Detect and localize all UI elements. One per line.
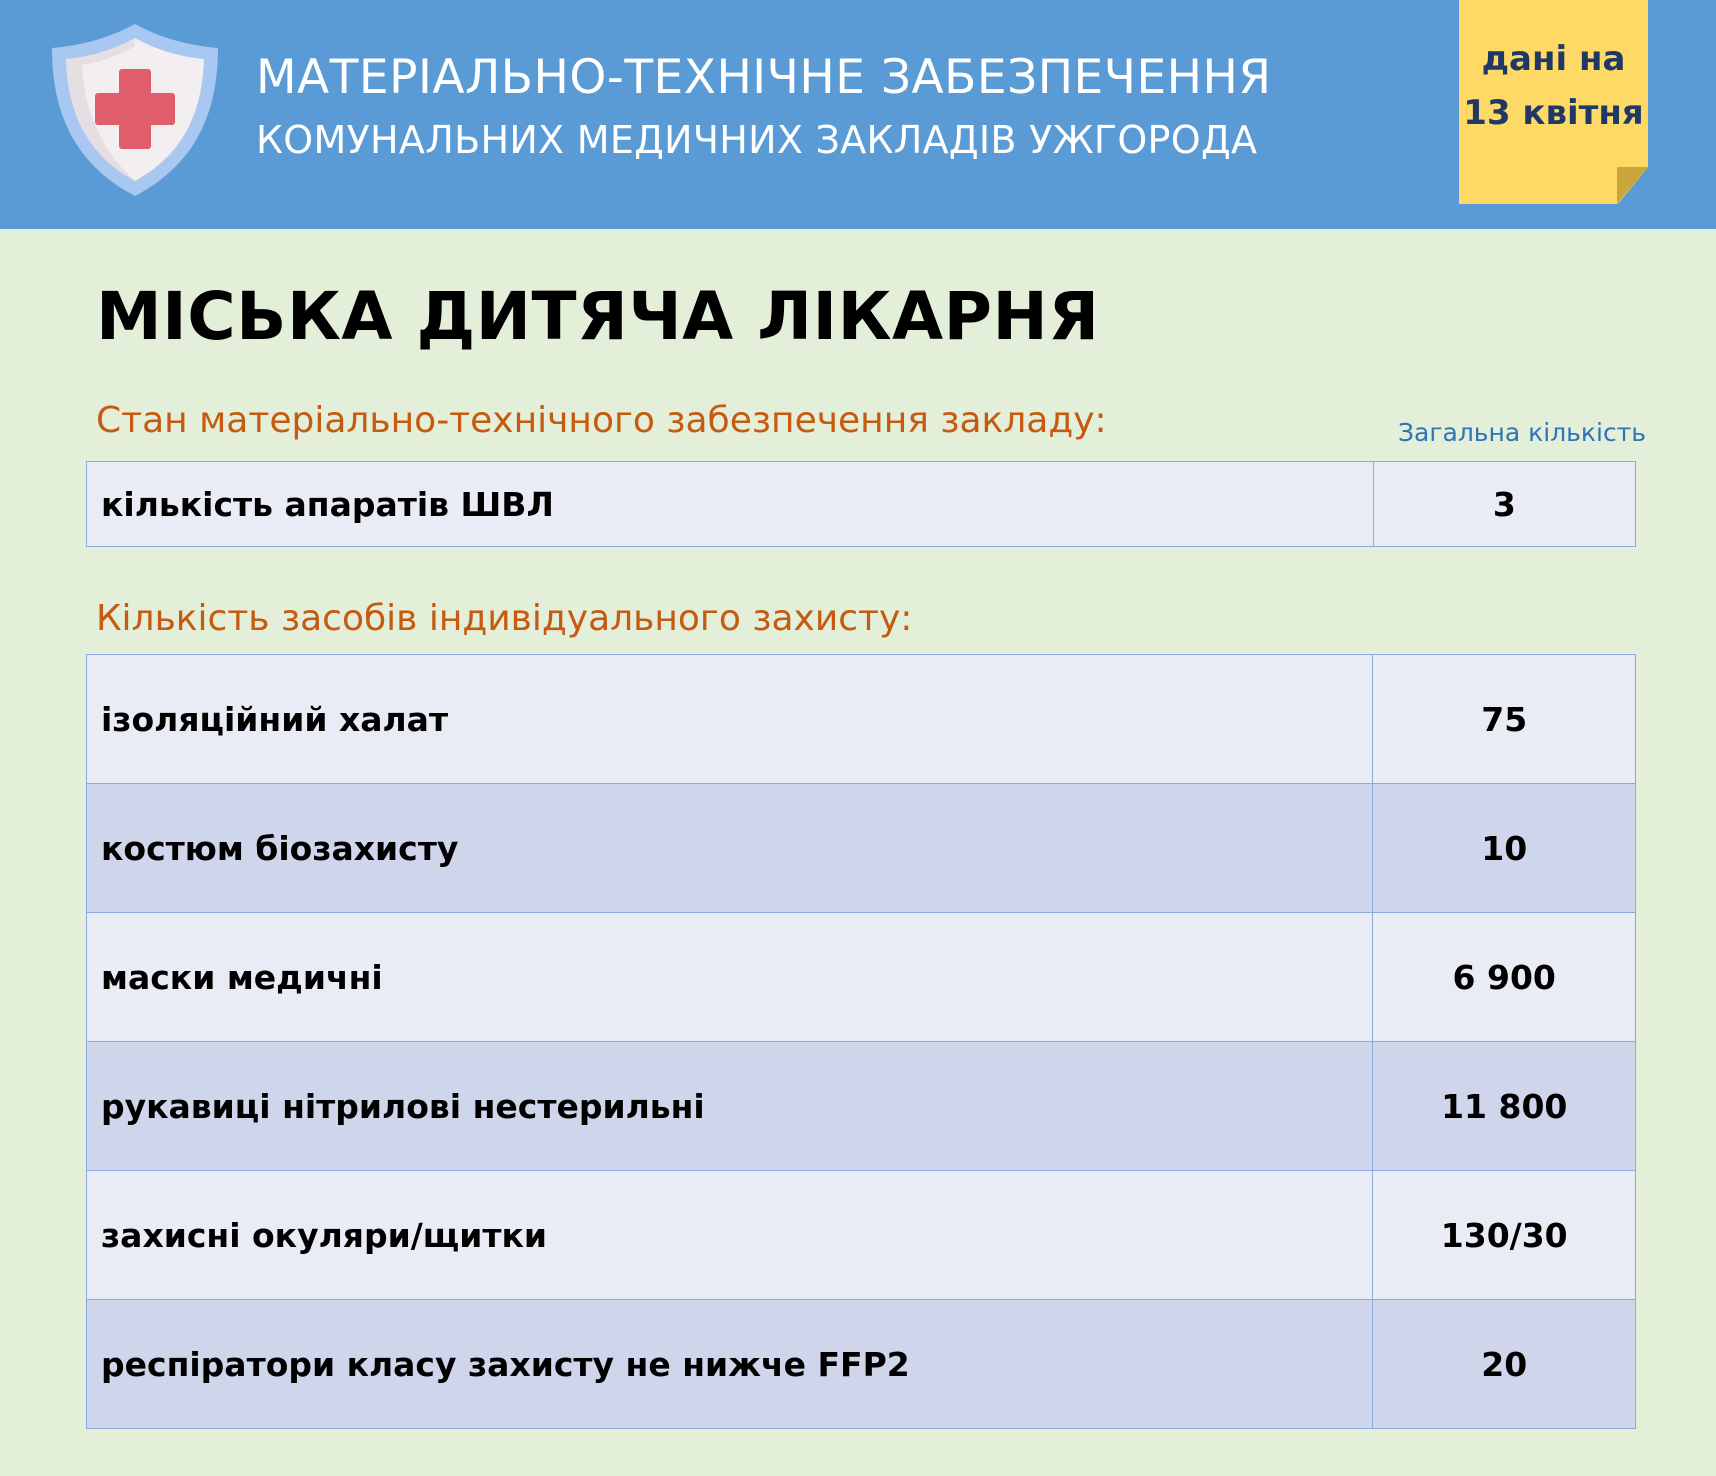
table-row [87, 1300, 1636, 1429]
ppe-table [86, 654, 1636, 1429]
row-name: костюм біозахисту [87, 784, 1373, 913]
table-row [87, 655, 1636, 784]
table-row [87, 784, 1636, 913]
row-name: захисні окуляри/щитки [87, 1171, 1373, 1300]
table-row [87, 913, 1636, 1042]
row-name: респіратори класу захисту не нижче FFP2 [87, 1300, 1373, 1429]
equipment-section-label: Стан матеріально-технічного забезпечення закладу: [96, 400, 1107, 441]
header-subtitle: КОМУНАЛЬНИХ МЕДИЧНИХ ЗАКЛАДІВ УЖГОРОДА [256, 118, 1258, 162]
date-note-line2: 13 квітня [1463, 93, 1644, 133]
row-value: 6 900 [1373, 913, 1636, 1042]
row-value: 11 800 [1373, 1042, 1636, 1171]
row-name: маски медичні [87, 913, 1373, 1042]
row-name: кількість апаратів ШВЛ [87, 462, 1374, 547]
equipment-table [86, 461, 1636, 547]
date-note-line1: дані на [1481, 39, 1626, 79]
total-column-header: Загальна кількість [1398, 418, 1646, 447]
row-value: 10 [1373, 784, 1636, 913]
table-row [87, 1042, 1636, 1171]
ppe-section-label: Кількість засобів індивідуального захисту: [96, 598, 913, 639]
row-name: рукавиці нітрилові нестерильні [87, 1042, 1373, 1171]
row-value: 20 [1373, 1300, 1636, 1429]
medical-shield-icon [46, 20, 224, 198]
header-title: МАТЕРІАЛЬНО-ТЕХНІЧНЕ ЗАБЕЗПЕЧЕННЯ [256, 50, 1272, 105]
row-name: ізоляційний халат [87, 655, 1373, 784]
table-row [87, 462, 1636, 547]
date-note-text [1459, 32, 1648, 140]
table-row [87, 1171, 1636, 1300]
row-value: 130/30 [1373, 1171, 1636, 1300]
row-value: 75 [1373, 655, 1636, 784]
row-value: 3 [1373, 462, 1635, 547]
hospital-name: МІСЬКА ДИТЯЧА ЛІКАРНЯ [96, 278, 1100, 355]
